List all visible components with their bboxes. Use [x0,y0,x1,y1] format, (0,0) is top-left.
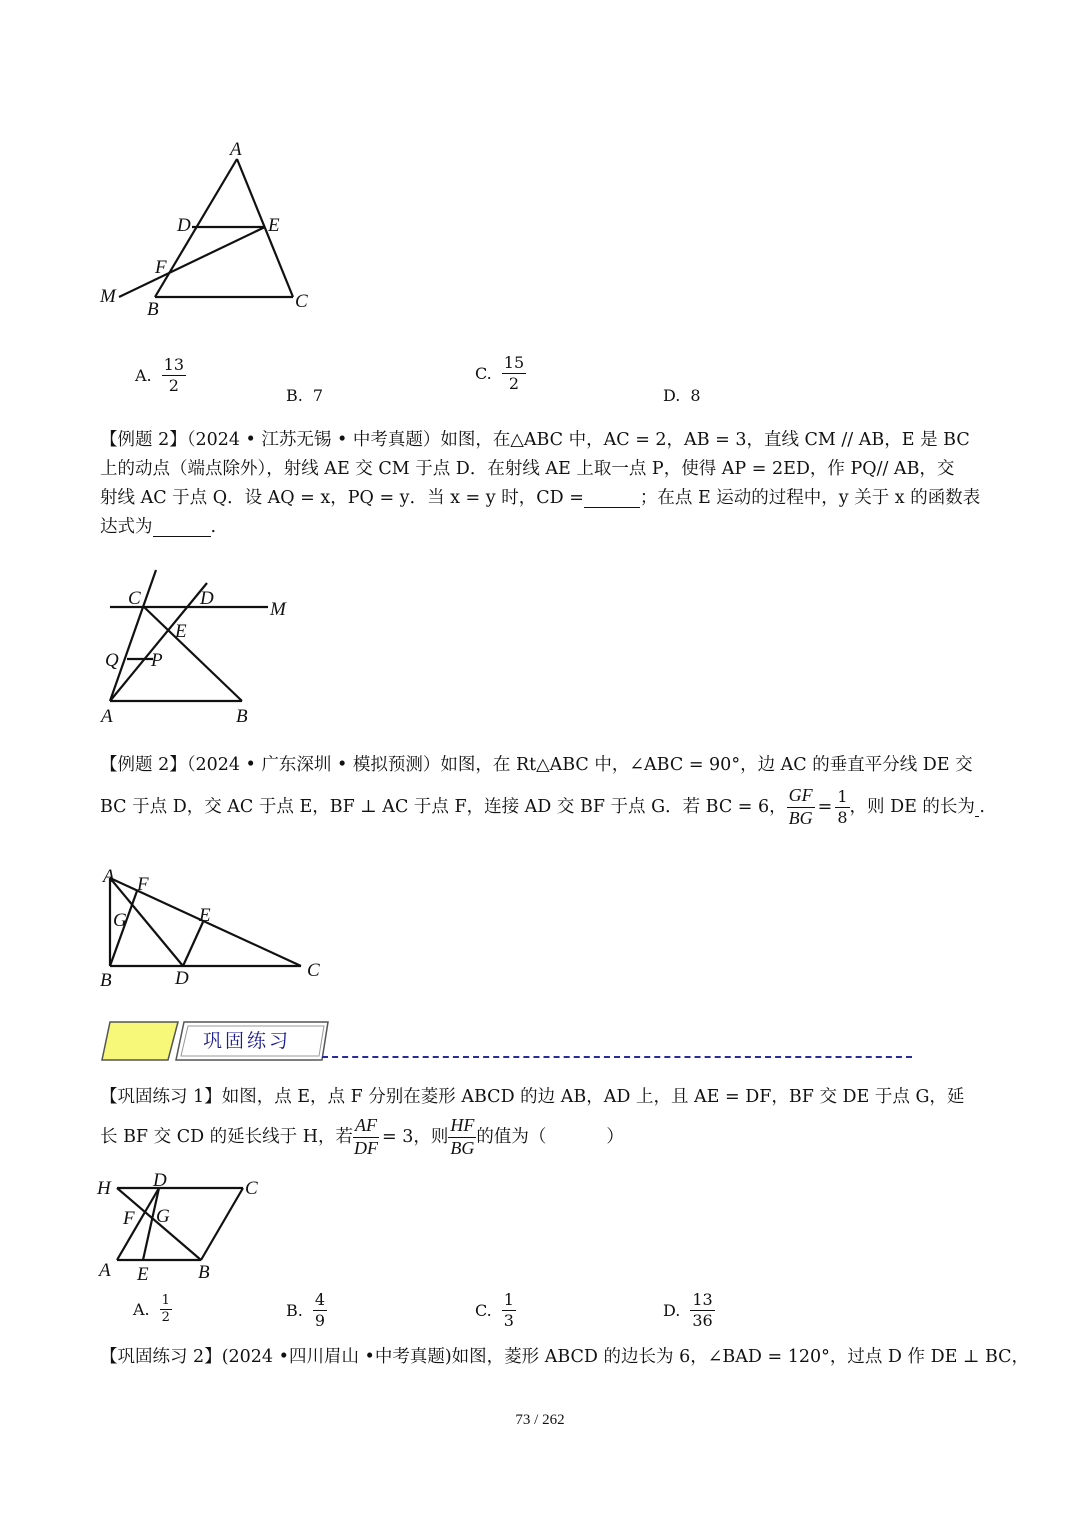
label-B: B [236,706,248,727]
fraction-hf-bg [448,1116,476,1159]
practice-option-b-num: 4 [314,1290,326,1309]
label-E: E [199,905,211,926]
figure-parallel-lines [98,565,298,730]
fraction-hf: HF [448,1116,476,1138]
answer-blank-cd[interactable] [584,489,640,508]
practice-option-a-den: 2 [161,1310,170,1326]
example-2-wuxi-line-2: 上的动点（端点除外），射线 AE 交 CM 于点 D．在射线 AE 上取一点 P，使得 AP = 2ED，作 PQ// AB，交 [100,459,955,479]
example-2-wuxi-line-4 [100,513,985,542]
option-d-value: 8 [690,386,701,405]
fraction-one-eighth [835,788,849,826]
equals-sign: = [817,796,833,817]
practice-option-c-den: 3 [503,1310,514,1330]
option-a-fraction [162,356,186,394]
label-D: D [177,215,191,236]
section-banner [100,1018,920,1064]
option-a-den: 2 [168,375,179,395]
practice-option-b-den: 9 [314,1310,326,1330]
label-B: B [198,1262,210,1283]
label-M: M [270,599,286,620]
fraction-eight: 8 [837,807,848,827]
label-G: G [156,1206,170,1227]
label-C: C [128,588,141,609]
example-2-shenzhen [100,751,985,829]
label-H: H [97,1178,111,1199]
example-2-wuxi-line-3 [100,484,985,513]
figure-triangle-abc-1 [95,135,325,325]
example-2-wuxi-line-3a: 射线 AC 于点 Q．设 AQ = x，PQ = y．当 x = y 时，CD = [100,488,584,508]
label-F: F [155,257,167,278]
fraction-gf: GF [787,786,815,808]
label-F: F [137,874,149,895]
practice-option-b-key: B. [286,1300,303,1320]
practice-option-a-fraction [160,1294,172,1326]
option-c-den: 2 [508,373,520,393]
label-C: C [307,960,320,981]
label-A: A [230,139,242,160]
practice-1-line-2a: 长 BF 交 CD 的延长线于 H，若 [100,1126,353,1147]
label-P: P [151,650,163,671]
banner-yellow-block [100,1020,180,1062]
label-C: C [245,1178,258,1199]
fraction-af: AF [353,1116,379,1138]
practice-option-a [133,1294,172,1326]
fraction-gf-bg [787,786,815,829]
practice-1-line-2 [100,1116,985,1159]
example-2-wuxi [100,426,985,542]
label-D: D [200,588,214,609]
label-D: D [153,1170,167,1191]
practice-option-c [475,1291,516,1329]
practice-1 [100,1083,985,1159]
answer-blank-function[interactable] [153,518,211,537]
fraction-af-df [353,1116,379,1159]
practice-option-a-key: A. [133,1300,150,1320]
option-c-key: C. [475,363,492,383]
label-B: B [100,970,112,991]
option-a-key: A. [135,365,152,385]
practice-2-line-1: 【巩固练习 2】(2024 •四川眉山 •中考真题)如图，菱形 ABCD 的边长为 6，∠BAD = 120°，过点 D 作 DE ⊥ BC， [100,1347,1030,1367]
label-M: M [100,286,116,307]
option-b [286,386,323,405]
option-d [663,386,701,405]
example-2-wuxi-line-4a: 达式为 [100,517,153,537]
fraction-bg-2: BG [450,1137,475,1158]
practice-1-line-2c: ） [606,1126,624,1147]
example-2-wuxi-line-4b: . [210,517,217,537]
label-F: F [123,1208,135,1229]
practice-option-d [663,1291,715,1329]
example-2-shenzhen-line-1: 【例题 2】（2024 • 广东深圳 • 模拟预测）如图，在 Rt△ABC 中，∠ABC = 90°，边 AC 的垂直平分线 DE 交 [100,755,973,775]
label-D: D [175,968,189,989]
option-c-num: 15 [503,353,525,372]
label-E: E [175,621,187,642]
section-title: 巩固练习 [203,1030,292,1052]
practice-option-c-num: 1 [503,1290,514,1309]
example-2-shenzhen-line-2b: ，则 DE 的长为 [849,796,975,817]
practice-1-line-2b: 的值为（ [476,1126,547,1147]
label-E: E [268,215,280,236]
option-c [475,354,526,392]
label-G: G [113,910,127,931]
practice-option-d-num: 13 [692,1290,713,1309]
example-2-wuxi-line-1: 【例题 2】（2024 • 江苏无锡 • 中考真题）如图，在△ABC 中，AC = 2，AB = 3，直线 CM // AB，E 是 BC [100,430,970,450]
practice-option-d-key: D. [663,1300,681,1320]
option-b-value: 7 [312,386,324,405]
practice-option-d-fraction [690,1291,714,1329]
practice-option-c-key: C. [475,1300,492,1320]
fraction-one: 1 [837,787,848,807]
option-a [135,356,186,394]
example-2-shenzhen-line-2c: . [979,796,985,817]
option-d-key: D. [663,386,681,405]
label-A: A [99,1260,111,1281]
practice-option-b-fraction [313,1291,327,1329]
label-C: C [295,291,308,312]
label-B: B [147,299,159,320]
option-b-key: B. [286,386,303,405]
practice-option-b [286,1291,327,1329]
practice-option-a-num: 1 [160,1294,172,1310]
example-2-shenzhen-line-2a: BC 于点 D，交 AC 于点 E，BF ⊥ AC 于点 F，连接 AD 交 BF 于点 G．若 BC = 6， [100,796,787,817]
page-number: 73 / 262 [515,1412,565,1428]
example-2-shenzhen-line-2 [100,786,985,829]
label-E: E [137,1264,149,1285]
fraction-bg: BG [788,807,813,828]
section-dashed-rule [322,1056,912,1058]
label-A: A [103,866,115,887]
label-A: A [101,706,113,727]
option-c-fraction [502,354,526,392]
label-Q: Q [105,650,119,671]
figure-right-triangle [95,862,335,992]
figure-rhombus [95,1168,275,1286]
practice-option-d-den: 36 [692,1310,713,1330]
practice-1-equals-3: = 3，则 [382,1126,449,1147]
example-2-wuxi-line-3b: ；在点 E 运动的过程中，y 关于 x 的函数表 [639,488,981,508]
option-a-num: 13 [163,355,184,374]
practice-2 [100,1343,1030,1372]
practice-1-line-1: 【巩固练习 1】如图，点 E，点 F 分别在菱形 ABCD 的边 AB，AD 上，且 AE = DF，BF 交 DE 于点 G，延 [100,1087,965,1107]
fraction-df: DF [354,1137,378,1158]
practice-option-c-fraction [502,1291,516,1329]
